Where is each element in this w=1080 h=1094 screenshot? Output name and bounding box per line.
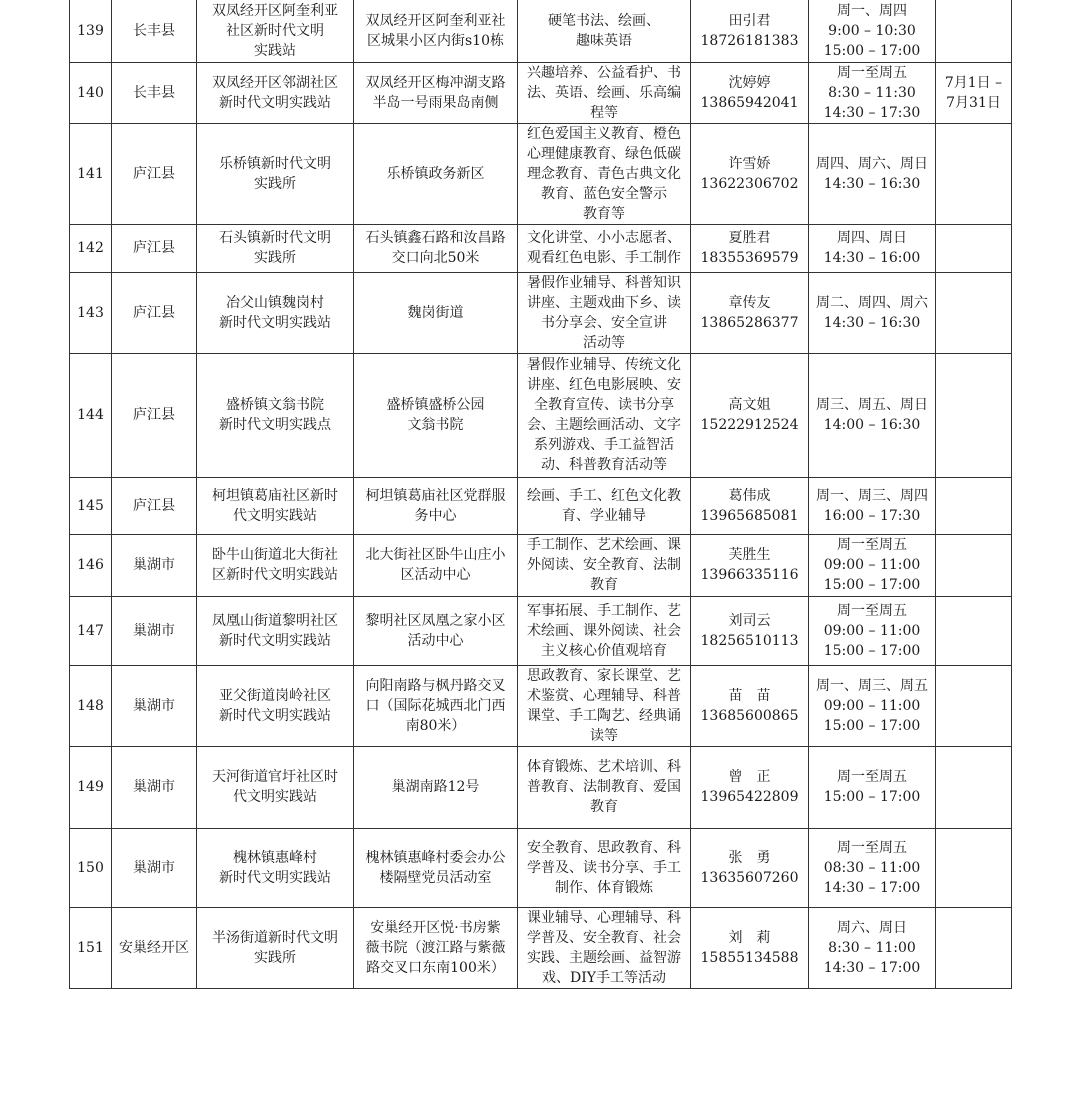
station-address-cell: 石头镇鑫石路和汝昌路 交口向北50米 xyxy=(354,224,518,272)
table-row xyxy=(70,353,1012,477)
row-number-cell: 147 xyxy=(70,596,112,665)
station-address-cell: 双凤经开区阿奎利亚社 区城果小区内街s10栋 xyxy=(354,0,518,62)
district-name-cell: 巢湖市 xyxy=(112,534,197,596)
table-row xyxy=(70,596,1012,665)
table-row xyxy=(70,907,1012,988)
activity-content-cell: 硬笔书法、绘画、 趣味英语 xyxy=(518,0,691,62)
row-number-cell: 144 xyxy=(70,353,112,477)
activity-content-cell: 手工制作、艺术绘画、课 外阅读、安全教育、法制 教育 xyxy=(518,534,691,596)
station-address-cell: 黎明社区凤凰之家小区 活动中心 xyxy=(354,596,518,665)
remarks-cell xyxy=(936,828,1012,907)
activity-content-cell: 暑假作业辅导、传统文化 讲座、红色电影展映、安 全教育宣传、读书分享 会、主题绘画活动、文字 系列游戏、手工益智活 动、科普教育活动等 xyxy=(518,353,691,477)
table-row xyxy=(70,123,1012,224)
station-name-cell: 双凤经开区阿奎利亚 社区新时代文明 实践站 xyxy=(197,0,354,62)
opening-hours-cell: 周四、周日 14:30 – 16:00 xyxy=(809,224,936,272)
district-name-cell: 巢湖市 xyxy=(112,746,197,828)
table-row xyxy=(70,828,1012,907)
opening-hours-cell: 周四、周六、周日 14:30 – 16:30 xyxy=(809,123,936,224)
station-address-cell: 巢湖南路12号 xyxy=(354,746,518,828)
contact-person-cell: 章传友 13865286377 xyxy=(691,272,809,353)
district-name-cell: 长丰县 xyxy=(112,62,197,123)
station-name-cell: 冶父山镇魏岗村 新时代文明实践站 xyxy=(197,272,354,353)
station-address-cell: 向阳南路与枫丹路交叉 口（国际花城西北门西 南80米） xyxy=(354,665,518,746)
district-name-cell: 巢湖市 xyxy=(112,596,197,665)
row-number-cell: 143 xyxy=(70,272,112,353)
table-row xyxy=(70,62,1012,123)
district-name-cell: 庐江县 xyxy=(112,477,197,534)
row-number-cell: 145 xyxy=(70,477,112,534)
contact-person-cell: 夏胜君 18355369579 xyxy=(691,224,809,272)
remarks-cell: 7月1日 – 7月31日 xyxy=(936,62,1012,123)
district-name-cell: 安巢经开区 xyxy=(112,907,197,988)
remarks-cell xyxy=(936,907,1012,988)
station-address-cell: 盛桥镇盛桥公园 文翁书院 xyxy=(354,353,518,477)
row-number-cell: 140 xyxy=(70,62,112,123)
remarks-cell xyxy=(936,353,1012,477)
district-name-cell: 庐江县 xyxy=(112,353,197,477)
row-number-cell: 141 xyxy=(70,123,112,224)
table-row xyxy=(70,0,1012,62)
district-name-cell: 巢湖市 xyxy=(112,665,197,746)
activity-content-cell: 兴趣培养、公益看护、书 法、英语、绘画、乐高编 程等 xyxy=(518,62,691,123)
row-number-cell: 151 xyxy=(70,907,112,988)
table-row xyxy=(70,534,1012,596)
opening-hours-cell: 周一、周三、周五 09:00 – 11:00 15:00 – 17:00 xyxy=(809,665,936,746)
opening-hours-cell: 周一至周五 08:30 – 11:00 14:30 – 17:00 xyxy=(809,828,936,907)
opening-hours-cell: 周一至周五 8:30 – 11:30 14:30 – 17:30 xyxy=(809,62,936,123)
contact-person-cell: 张 勇 13635607260 xyxy=(691,828,809,907)
activity-content-cell: 体育锻炼、艺术培训、科 普教育、法制教育、爱国 教育 xyxy=(518,746,691,828)
activity-content-cell: 红色爱国主义教育、橙色 心理健康教育、绿色低碳 理念教育、青色古典文化 教育、蓝色安全警示 教育等 xyxy=(518,123,691,224)
district-name-cell: 庐江县 xyxy=(112,272,197,353)
remarks-cell xyxy=(936,746,1012,828)
activity-content-cell: 思政教育、家长课堂、艺 术鉴赏、心理辅导、科普 课堂、手工陶艺、经典诵 读等 xyxy=(518,665,691,746)
station-name-cell: 凤凰山街道黎明社区 新时代文明实践站 xyxy=(197,596,354,665)
opening-hours-cell: 周一至周五 09:00 – 11:00 15:00 – 17:00 xyxy=(809,534,936,596)
contact-person-cell: 刘 莉 15855134588 xyxy=(691,907,809,988)
row-number-cell: 150 xyxy=(70,828,112,907)
table-row xyxy=(70,272,1012,353)
station-address-cell: 乐桥镇政务新区 xyxy=(354,123,518,224)
station-name-cell: 半汤街道新时代文明 实践所 xyxy=(197,907,354,988)
opening-hours-cell: 周一至周五 15:00 – 17:00 xyxy=(809,746,936,828)
contact-person-cell: 刘司云 18256510113 xyxy=(691,596,809,665)
remarks-cell xyxy=(936,596,1012,665)
row-number-cell: 148 xyxy=(70,665,112,746)
district-name-cell: 长丰县 xyxy=(112,0,197,62)
station-name-cell: 乐桥镇新时代文明 实践所 xyxy=(197,123,354,224)
station-name-cell: 双凤经开区邻湖社区 新时代文明实践站 xyxy=(197,62,354,123)
district-name-cell: 巢湖市 xyxy=(112,828,197,907)
row-number-cell: 146 xyxy=(70,534,112,596)
contact-person-cell: 高文姐 15222912524 xyxy=(691,353,809,477)
contact-person-cell: 许雪娇 13622306702 xyxy=(691,123,809,224)
table-row xyxy=(70,746,1012,828)
activity-content-cell: 绘画、手工、红色文化教 育、学业辅导 xyxy=(518,477,691,534)
contact-person-cell: 沈婷婷 13865942041 xyxy=(691,62,809,123)
remarks-cell xyxy=(936,477,1012,534)
remarks-cell xyxy=(936,0,1012,62)
opening-hours-cell: 周二、周四、周六 14:30 – 16:30 xyxy=(809,272,936,353)
remarks-cell xyxy=(936,665,1012,746)
station-address-cell: 魏岗街道 xyxy=(354,272,518,353)
opening-hours-cell: 周三、周五、周日 14:00 – 16:30 xyxy=(809,353,936,477)
contact-person-cell: 芙胜生 13966335116 xyxy=(691,534,809,596)
station-address-cell: 北大街社区卧牛山庄小 区活动中心 xyxy=(354,534,518,596)
district-name-cell: 庐江县 xyxy=(112,123,197,224)
station-address-cell: 双凤经开区梅冲湖支路 半岛一号雨果岛南侧 xyxy=(354,62,518,123)
remarks-cell xyxy=(936,272,1012,353)
station-address-cell: 柯坦镇葛庙社区党群服 务中心 xyxy=(354,477,518,534)
row-number-cell: 142 xyxy=(70,224,112,272)
station-name-cell: 石头镇新时代文明 实践所 xyxy=(197,224,354,272)
table-row xyxy=(70,477,1012,534)
station-name-cell: 亚父街道岗岭社区 新时代文明实践站 xyxy=(197,665,354,746)
row-number-cell: 139 xyxy=(70,0,112,62)
activity-content-cell: 安全教育、思政教育、科 学普及、读书分享、手工 制作、体育锻炼 xyxy=(518,828,691,907)
table-row xyxy=(70,665,1012,746)
contact-person-cell: 苗 苗 13685600865 xyxy=(691,665,809,746)
opening-hours-cell: 周一、周四 9:00 – 10:30 15:00 – 17:00 xyxy=(809,0,936,62)
remarks-cell xyxy=(936,224,1012,272)
station-name-cell: 盛桥镇文翁书院 新时代文明实践点 xyxy=(197,353,354,477)
contact-person-cell: 田引君 18726181383 xyxy=(691,0,809,62)
opening-hours-cell: 周一、周三、周四 16:00 – 17:30 xyxy=(809,477,936,534)
district-name-cell: 庐江县 xyxy=(112,224,197,272)
activity-content-cell: 军事拓展、手工制作、艺 术绘画、课外阅读、社会 主义核心价值观培育 xyxy=(518,596,691,665)
station-name-cell: 柯坦镇葛庙社区新时 代文明实践站 xyxy=(197,477,354,534)
remarks-cell xyxy=(936,534,1012,596)
opening-hours-cell: 周一至周五 09:00 – 11:00 15:00 – 17:00 xyxy=(809,596,936,665)
activity-content-cell: 课业辅导、心理辅导、科 学普及、安全教育、社会 实践、主题绘画、益智游 戏、DIY手工等活动 xyxy=(518,907,691,988)
station-address-cell: 槐林镇惠峰村委会办公 楼隔壁党员活动室 xyxy=(354,828,518,907)
station-name-cell: 天河街道官圩社区时 代文明实践站 xyxy=(197,746,354,828)
table-body xyxy=(70,0,1012,988)
remarks-cell xyxy=(936,123,1012,224)
station-name-cell: 卧牛山街道北大街社 区新时代文明实践站 xyxy=(197,534,354,596)
station-address-cell: 安巢经开区悦·书房紫 薇书院（渡江路与紫薇 路交叉口东南100米） xyxy=(354,907,518,988)
contact-person-cell: 曾 正 13965422809 xyxy=(691,746,809,828)
table-row xyxy=(70,224,1012,272)
row-number-cell: 149 xyxy=(70,746,112,828)
station-name-cell: 槐林镇惠峰村 新时代文明实践站 xyxy=(197,828,354,907)
opening-hours-cell: 周六、周日 8:30 – 11:00 14:30 – 17:00 xyxy=(809,907,936,988)
contact-person-cell: 葛伟成 13965685081 xyxy=(691,477,809,534)
activity-content-cell: 文化讲堂、小小志愿者、 观看红色电影、手工制作 xyxy=(518,224,691,272)
activity-schedule-table xyxy=(69,0,1012,989)
activity-content-cell: 暑假作业辅导、科普知识 讲座、主题戏曲下乡、读 书分享会、安全宣讲 活动等 xyxy=(518,272,691,353)
